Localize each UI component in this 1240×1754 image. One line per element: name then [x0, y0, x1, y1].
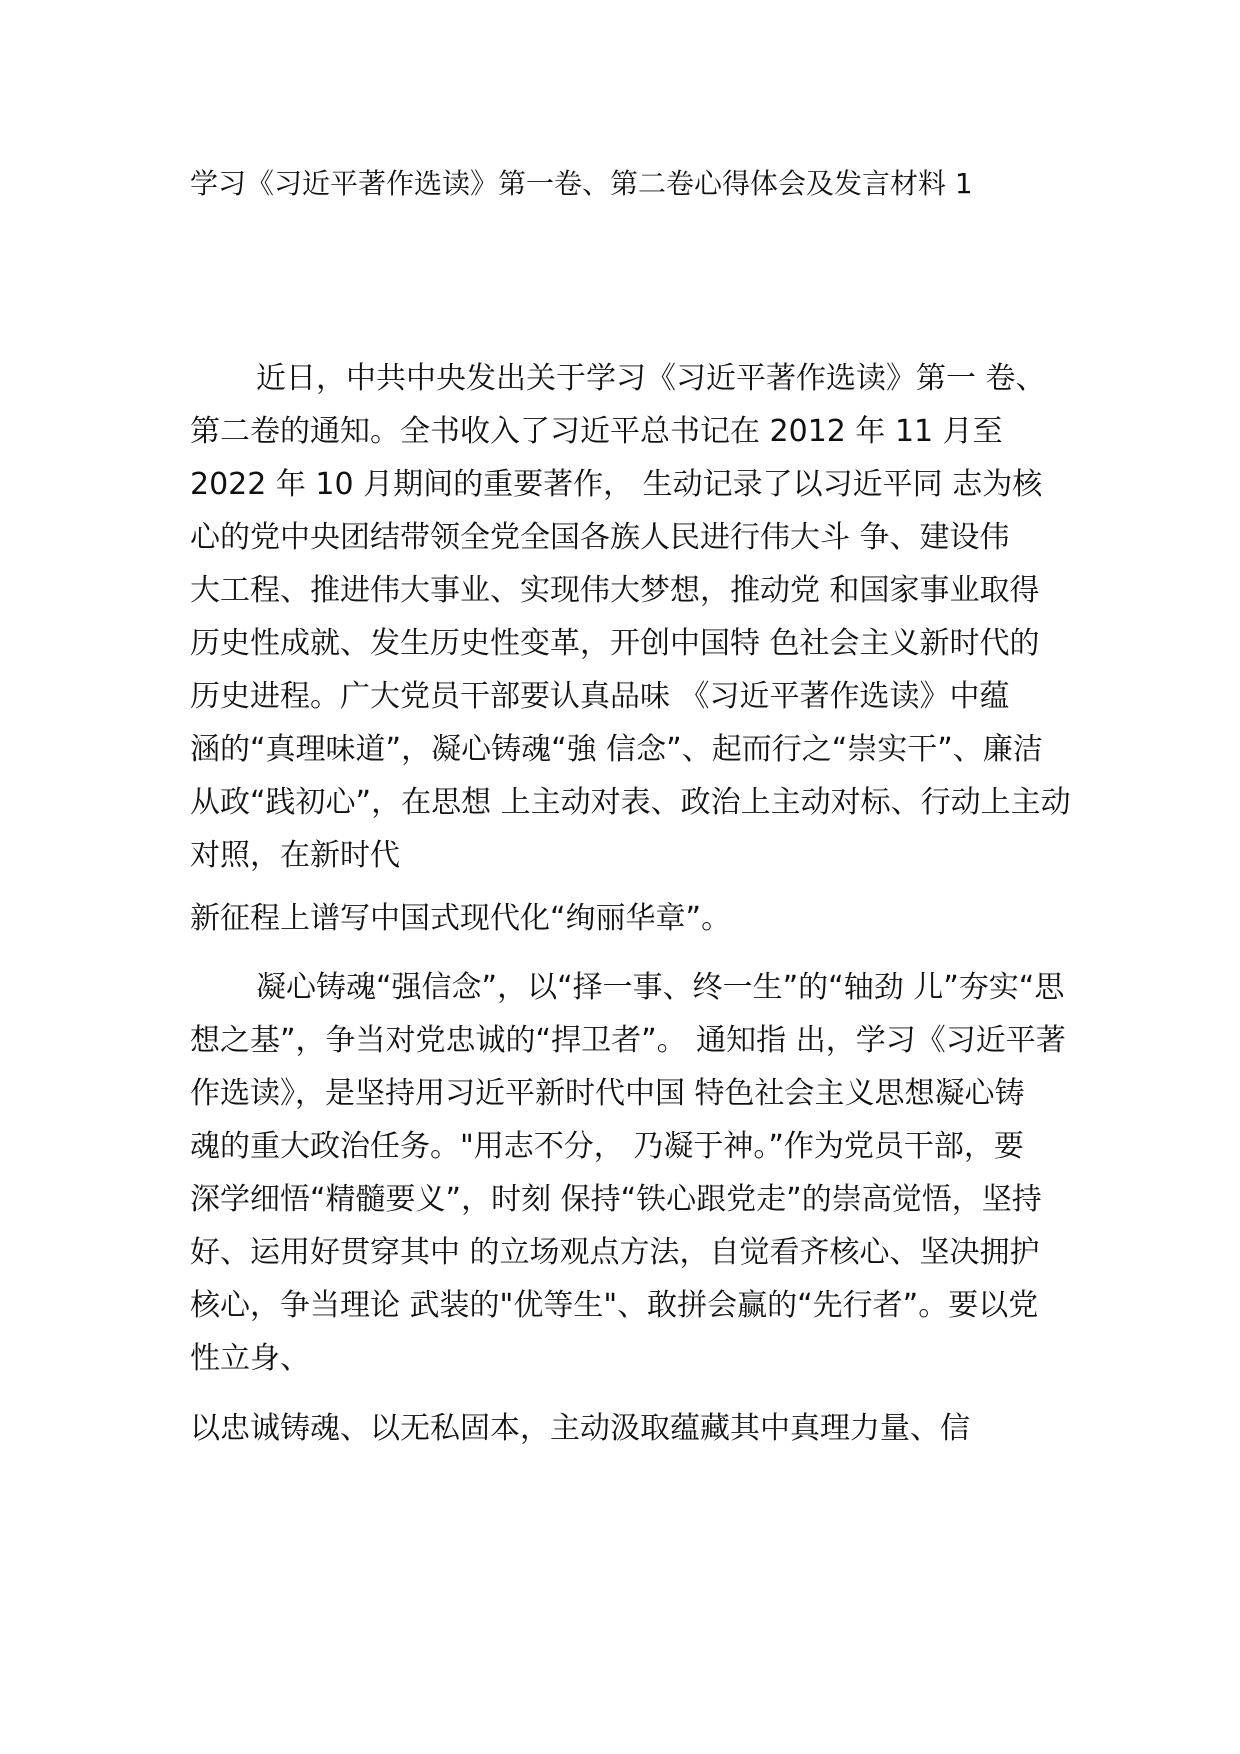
paragraph-line: 第二卷的通知。全书收入了习近平总书记在 2012 年 11 月至 — [190, 414, 1003, 449]
paragraph-line: 涵的“真理味道”，凝心铸魂“強 信念”、起而行之“崇实干”、廉洁 — [190, 732, 1043, 767]
paragraph-line: 魂的重大政治任务。"用志不分， 乃凝于神。”作为党员干部，要 — [190, 1129, 1024, 1164]
paragraph-line: 心的党中央团结带领全党全国各族人民进行伟大斗 争、建设伟 — [190, 520, 1010, 555]
paragraph-line: 作选读》，是坚持用习近平新时代中国 特色社会主义思想凝心铸 — [190, 1076, 1025, 1111]
paragraph-line: 以忠诚铸魂、以无私固本，主动汲取蕴藏其中真理力量、信 — [190, 1411, 970, 1446]
paragraph-line: 对照，在新时代 — [190, 838, 400, 873]
paragraph-line: 历史进程。广大党员干部要认真品味 《习近平著作选读》中蕴 — [190, 679, 1010, 714]
paragraph-line: 从政“践初心”，在思想 上主动对表、政治上主动对标、行动上主动 — [190, 785, 1071, 820]
paragraph-line: 历史性成就、发生历史性变革，开创中国特 色社会主义新时代的 — [190, 626, 1040, 661]
paragraph-line: 新征程上谱写中国式现代化“绚丽华章”。 — [190, 901, 732, 936]
paragraph-line: 凝心铸魂“强信念”，以“择一事、终一生”的“轴劲 儿”夯实“思 — [256, 970, 1065, 1005]
paragraph-line: 近日，中共中央发出关于学习《习近平著作选读》第一 卷、 — [256, 361, 1046, 396]
paragraph-line: 大工程、推进伟大事业、实现伟大梦想，推动党 和国家事业取得 — [190, 573, 1040, 608]
document-title: 学习《习近平著作选读》第一卷、第二卷心得体会及发言材料 1 — [190, 167, 973, 200]
paragraph-line: 2022 年 10 月期间的重要著作， 生动记录了以习近平同 志为核 — [190, 467, 1043, 502]
paragraph-line: 核心，争当理论 武装的"优等生"、敢拼会赢的“先行者”。要以党 — [190, 1288, 1039, 1323]
paragraph-line: 好、运用好贯穿其中 的立场观点方法，自觉看齐核心、坚决拥护 — [190, 1235, 1040, 1270]
paragraph-line: 深学细悟“精髓要义”，时刻 保持“铁心跟党走”的崇高觉悟，坚持 — [190, 1182, 1042, 1217]
paragraph-line: 想之基”，争当对党忠诚的“捍卫者”。 通知指 出，学习《习近平著 — [190, 1023, 1066, 1058]
paragraph-line: 性立身、 — [190, 1341, 310, 1376]
